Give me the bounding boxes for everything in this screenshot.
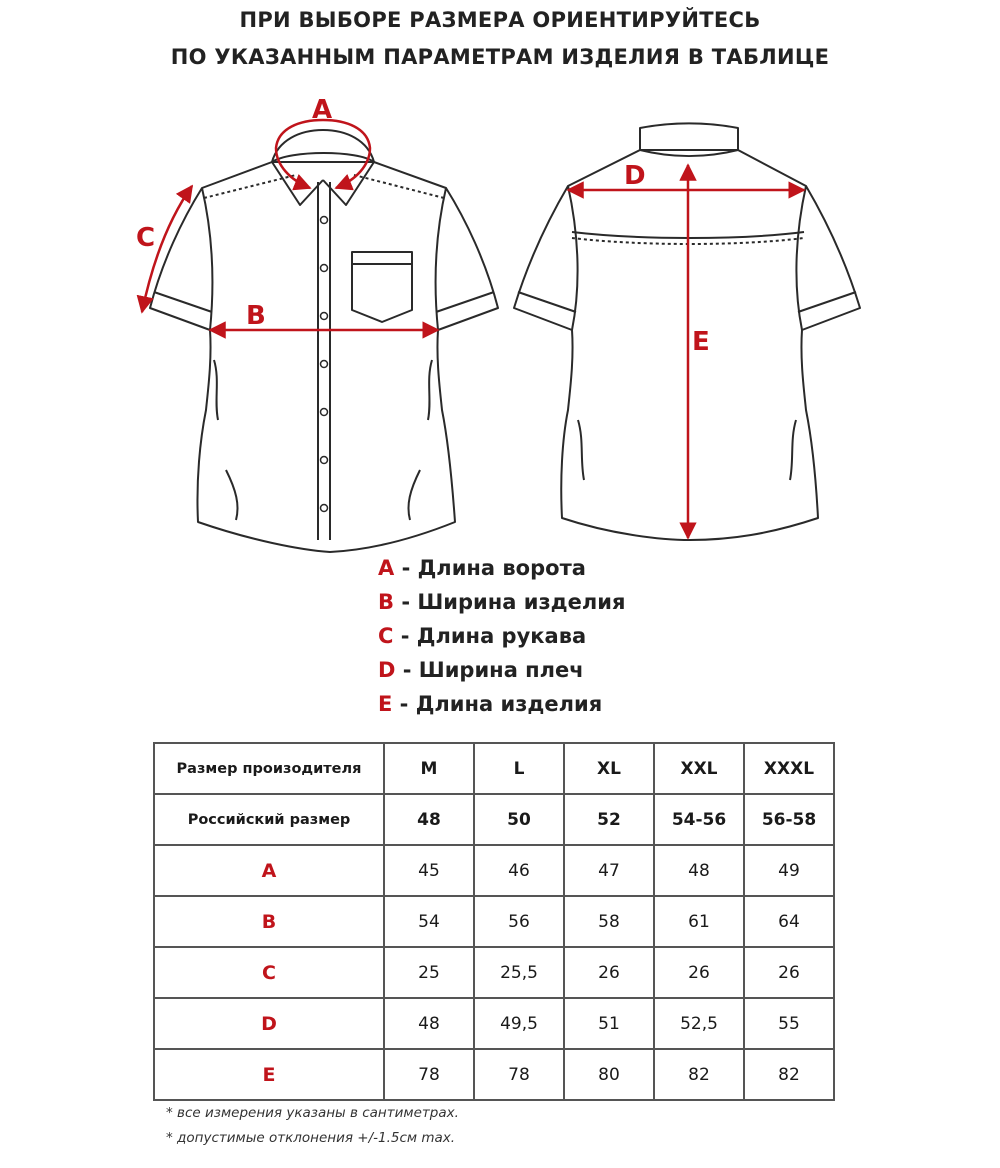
table-cell: 61 <box>654 896 744 947</box>
table-cell: 48 <box>384 998 474 1049</box>
size-l: L <box>474 743 564 794</box>
table-cell: 47 <box>564 845 654 896</box>
front-shirt-drawing <box>150 130 498 552</box>
table-cell: 46 <box>474 845 564 896</box>
table-cell: 25 <box>384 947 474 998</box>
row-key: D <box>154 998 384 1049</box>
table-cell: 45 <box>384 845 474 896</box>
table-cell: 82 <box>744 1049 834 1100</box>
marker-c-label: C <box>136 223 156 253</box>
footnote-tolerance: * допустимые отклонения +/-1.5см max. <box>166 1130 456 1146</box>
marker-e-label: E <box>692 327 710 357</box>
table-cell: 58 <box>564 896 654 947</box>
table-cell: 50 <box>474 794 564 845</box>
table-cell: 26 <box>654 947 744 998</box>
table-cell: 80 <box>564 1049 654 1100</box>
legend-item: E - Длина изделия <box>378 692 603 716</box>
shirt-diagrams <box>0 0 1000 560</box>
size-xxl: XXL <box>654 743 744 794</box>
table-header-row <box>154 743 834 794</box>
marker-b-label: B <box>246 301 266 331</box>
row-key: A <box>154 845 384 896</box>
measurement-legend <box>378 556 625 726</box>
legend-item: D - Ширина плеч <box>378 658 584 682</box>
table-cell: 55 <box>744 998 834 1049</box>
russian-size-label: Российский размер <box>154 794 384 845</box>
footnote-units: * все измерения указаны в сантиметрах. <box>166 1105 459 1121</box>
size-table <box>153 742 835 1101</box>
marker-d-label: D <box>624 161 646 191</box>
table-row <box>154 947 834 998</box>
table-cell: 56-58 <box>744 794 834 845</box>
table-row <box>154 896 834 947</box>
table-row <box>154 845 834 896</box>
header-label: Размер произодителя <box>154 743 384 794</box>
size-m: M <box>384 743 474 794</box>
table-cell: 52 <box>564 794 654 845</box>
table-cell: 48 <box>384 794 474 845</box>
table-cell: 54 <box>384 896 474 947</box>
table-cell: 78 <box>474 1049 564 1100</box>
table-cell: 26 <box>564 947 654 998</box>
table-row <box>154 998 834 1049</box>
table-cell: 51 <box>564 998 654 1049</box>
row-key: C <box>154 947 384 998</box>
table-cell: 64 <box>744 896 834 947</box>
size-xxxl: XXXL <box>744 743 834 794</box>
legend-item: B - Ширина изделия <box>378 590 626 614</box>
table-cell: 82 <box>654 1049 744 1100</box>
row-key: B <box>154 896 384 947</box>
table-row <box>154 1049 834 1100</box>
table-row-russian-size <box>154 794 834 845</box>
table-cell: 49,5 <box>474 998 564 1049</box>
table-cell: 26 <box>744 947 834 998</box>
table-cell: 78 <box>384 1049 474 1100</box>
table-cell: 48 <box>654 845 744 896</box>
row-key: E <box>154 1049 384 1100</box>
table-cell: 54-56 <box>654 794 744 845</box>
marker-a-label: A <box>312 95 333 125</box>
table-cell: 25,5 <box>474 947 564 998</box>
legend-item: A - Длина ворота <box>378 556 586 580</box>
page-title-line-1: ПРИ ВЫБОРЕ РАЗМЕРА ОРИЕНТИРУЙТЕСЬ <box>239 8 761 32</box>
table-cell: 49 <box>744 845 834 896</box>
legend-item: C - Длина рукава <box>378 624 587 648</box>
table-cell: 52,5 <box>654 998 744 1049</box>
page-title-line-2: ПО УКАЗАННЫМ ПАРАМЕТРАМ ИЗДЕЛИЯ В ТАБЛИЦЕ <box>170 45 830 69</box>
size-xl: XL <box>564 743 654 794</box>
table-cell: 56 <box>474 896 564 947</box>
